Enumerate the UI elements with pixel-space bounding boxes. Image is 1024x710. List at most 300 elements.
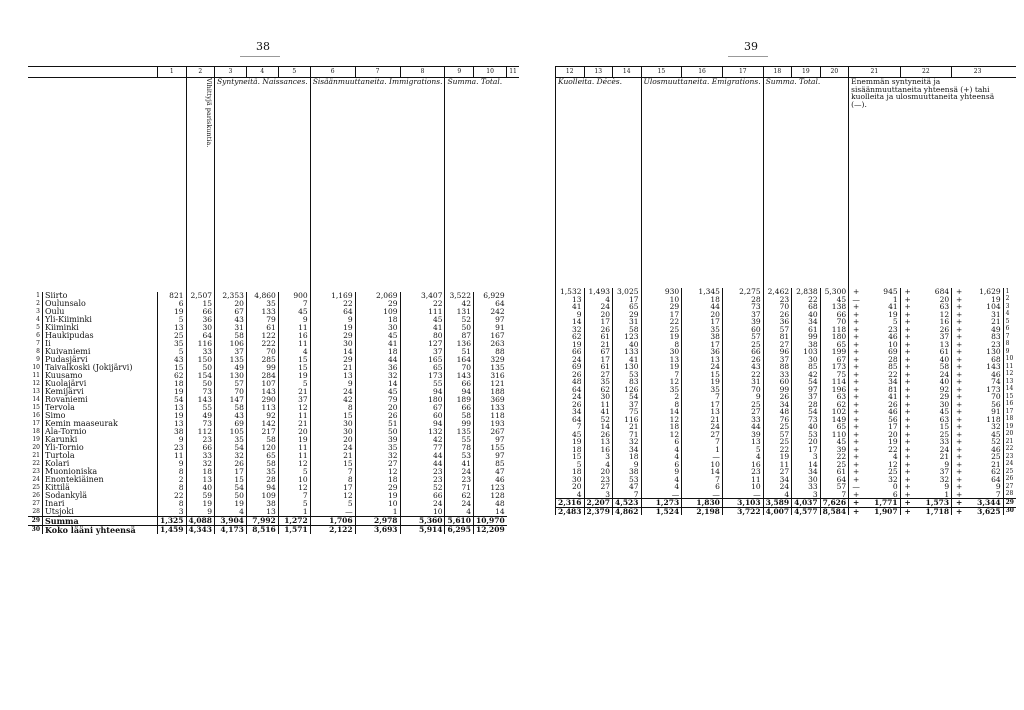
value-cell: 14: [355, 380, 400, 388]
value-cell: 36: [186, 316, 215, 324]
value-cell: 62: [556, 333, 585, 341]
value-cell: 28: [792, 401, 821, 409]
value-cell: 94: [246, 484, 278, 492]
value-cell: 38: [792, 341, 821, 349]
col-number-cell: 7: [355, 67, 400, 78]
row-label: Karunki: [45, 435, 78, 444]
excess-cell: 46: [991, 369, 1001, 379]
row-number: 13: [1003, 378, 1016, 386]
value-cell: 67: [400, 404, 445, 412]
marriages-header: Vihittyjä pariskuntia.: [186, 78, 215, 293]
col-number-cell: 13: [584, 67, 613, 78]
marriages-value: 38: [158, 428, 187, 436]
value-cell: 14: [310, 348, 355, 356]
value-cell: 20: [792, 438, 821, 446]
value-cell: 26: [763, 311, 792, 319]
value-cell: 4,577: [792, 507, 821, 515]
value-cell: 70: [722, 386, 763, 394]
row-number: 20: [28, 444, 43, 452]
value-cell: 19: [310, 324, 355, 332]
value-cell: 87: [445, 332, 474, 340]
excess-cell: 61: [939, 347, 950, 356]
excess-cell: —: [849, 296, 864, 304]
row-number: 30: [1003, 507, 1016, 515]
value-cell: 37: [792, 393, 821, 401]
value-cell: 6,929: [473, 292, 506, 300]
value-cell: 14: [682, 468, 723, 476]
value-cell: 1,524: [641, 507, 682, 515]
excess-cell: 29: [939, 392, 950, 401]
value-cell: 66: [400, 492, 445, 500]
value-cell: 34: [613, 446, 642, 454]
value-cell: 4: [556, 491, 585, 499]
marriages-value: 13: [158, 324, 187, 332]
value-cell: 102: [820, 408, 849, 416]
value-cell: 73: [186, 388, 215, 396]
value-cell: 19: [186, 500, 215, 508]
excess-cell: 32: [939, 474, 950, 484]
value-cell: 7: [278, 492, 310, 500]
excess-cell: +: [952, 341, 967, 349]
value-cell: 2,379: [584, 507, 613, 515]
value-cell: 15: [310, 460, 355, 468]
col-number-cell: 4: [246, 67, 278, 78]
value-cell: 30: [556, 476, 585, 484]
excess-cell: +: [900, 416, 915, 424]
value-cell: 53: [613, 371, 642, 379]
value-cell: 34: [763, 476, 792, 484]
excess-cell: 45: [991, 429, 1001, 439]
value-cell: 47: [613, 483, 642, 491]
value-cell: 10: [355, 500, 400, 508]
marriages-value: 62: [158, 372, 187, 380]
group-header: Ulosmuuttaneita. Emigrations.: [641, 78, 763, 289]
marriages-value: 13: [158, 404, 187, 412]
value-cell: 67: [820, 356, 849, 364]
value-cell: 50: [355, 428, 400, 436]
marriages-value: 1,459: [158, 526, 187, 535]
excess-cell: +: [849, 303, 864, 311]
value-cell: 34: [556, 408, 585, 416]
row-number: 10: [1003, 356, 1016, 364]
value-cell: 43: [722, 363, 763, 371]
value-cell: 135: [215, 356, 247, 364]
value-cell: 10: [641, 296, 682, 304]
value-cell: 13: [682, 408, 723, 416]
value-cell: 20: [682, 311, 723, 319]
value-cell: 112: [186, 428, 215, 436]
value-cell: 50: [215, 492, 247, 500]
marriages-value: 2: [158, 476, 187, 484]
value-cell: 27: [722, 408, 763, 416]
value-cell: 35: [215, 436, 247, 444]
value-cell: 3,904: [215, 517, 247, 526]
value-cell: 143: [246, 388, 278, 396]
value-cell: 1,345: [682, 288, 723, 296]
value-cell: 25: [763, 423, 792, 431]
value-cell: 34: [792, 468, 821, 476]
value-cell: 32: [556, 326, 585, 334]
value-cell: 27: [584, 483, 613, 491]
right-page-table: [555, 66, 1016, 515]
value-cell: 267: [473, 428, 506, 436]
value-cell: 5,610: [445, 517, 474, 526]
value-cell: 5,300: [820, 288, 849, 296]
value-cell: 20: [355, 404, 400, 412]
value-cell: 8: [641, 341, 682, 349]
value-cell: 11: [278, 444, 310, 452]
excess-cell: 143: [986, 362, 1001, 371]
value-cell: 1,272: [278, 517, 310, 526]
marriages-value: 23: [158, 444, 187, 452]
value-cell: 9: [613, 461, 642, 469]
row-number: 21: [28, 452, 43, 460]
value-cell: 19: [278, 436, 310, 444]
row-number: 12: [1003, 371, 1016, 379]
row-number: 6: [1003, 326, 1016, 334]
value-cell: 3,025: [613, 288, 642, 296]
row-number: 7: [1003, 333, 1016, 341]
value-cell: 12: [278, 460, 310, 468]
value-cell: 4: [763, 491, 792, 499]
excess-cell: 21: [991, 459, 1001, 469]
value-cell: 44: [722, 423, 763, 431]
value-cell: 62: [820, 401, 849, 409]
excess-cell: +: [900, 476, 915, 484]
value-cell: 1: [278, 508, 310, 517]
excess-cell: 21: [991, 317, 1001, 326]
value-cell: 99: [763, 386, 792, 394]
row-number: 14: [1003, 386, 1016, 394]
value-cell: 45: [278, 308, 310, 316]
value-cell: 30: [310, 428, 355, 436]
value-cell: 45: [820, 438, 849, 446]
value-cell: 11: [763, 461, 792, 469]
row-number: 18: [1003, 416, 1016, 424]
row-label: Kittilä: [45, 483, 70, 492]
value-cell: 19: [278, 372, 310, 380]
value-cell: 97: [792, 386, 821, 394]
value-cell: 26: [215, 460, 247, 468]
row-label: Enontekiäinen: [45, 475, 104, 484]
value-cell: 94: [445, 388, 474, 396]
row-label: Turtola: [45, 451, 75, 460]
value-cell: 41: [556, 303, 585, 311]
value-cell: 27: [355, 460, 400, 468]
row-label: Kuivaniemi: [45, 347, 91, 356]
value-cell: 111: [400, 308, 445, 316]
value-cell: 123: [473, 484, 506, 492]
value-cell: 149: [820, 416, 849, 424]
excess-cell: +: [900, 401, 915, 409]
excess-cell: 684: [934, 287, 950, 296]
value-cell: 196: [820, 386, 849, 394]
value-cell: 7,626: [820, 499, 849, 508]
value-cell: 11: [278, 452, 310, 460]
value-cell: 33: [763, 371, 792, 379]
value-cell: 35: [246, 468, 278, 476]
value-cell: 88: [763, 363, 792, 371]
value-cell: 32: [215, 452, 247, 460]
value-cell: 53: [792, 431, 821, 439]
value-cell: 7: [682, 438, 723, 446]
marriages-value: 11: [158, 452, 187, 460]
value-cell: 24: [556, 356, 585, 364]
value-cell: 1,532: [556, 288, 585, 296]
excess-cell: 91: [991, 407, 1001, 416]
excess-cell: 6: [892, 489, 898, 499]
group-header: Sisäänmuuttaneita. Immigrations.: [310, 78, 445, 293]
excess-cell: 118: [986, 414, 1001, 424]
value-cell: 65: [246, 452, 278, 460]
excess-cell: 173: [986, 384, 1001, 394]
value-cell: 26: [355, 412, 400, 420]
row-number: 10: [28, 364, 43, 372]
value-cell: 16: [584, 446, 613, 454]
value-cell: 18: [556, 446, 585, 454]
row-number: 3: [28, 308, 43, 316]
value-cell: 41: [355, 340, 400, 348]
value-cell: 29: [355, 300, 400, 308]
value-cell: 14: [473, 508, 506, 517]
value-cell: 27: [584, 371, 613, 379]
excess-cell: +: [952, 507, 967, 515]
value-cell: 19: [641, 333, 682, 341]
value-cell: 64: [473, 300, 506, 308]
value-cell: 30: [584, 393, 613, 401]
marriages-value: 15: [158, 364, 187, 372]
value-cell: 18: [613, 453, 642, 461]
value-cell: 3,522: [445, 292, 474, 300]
value-cell: 88: [473, 348, 506, 356]
excess-cell: +: [900, 296, 915, 304]
value-cell: 39: [722, 431, 763, 439]
value-cell: 70: [445, 364, 474, 372]
value-cell: 25: [763, 438, 792, 446]
row-number: 13: [28, 388, 43, 396]
value-cell: 10: [722, 483, 763, 491]
excess-cell: +: [952, 468, 967, 476]
value-cell: 2,275: [722, 288, 763, 296]
value-cell: 30: [641, 348, 682, 356]
value-cell: 147: [215, 396, 247, 404]
value-cell: 20: [215, 300, 247, 308]
excess-cell: +: [952, 446, 967, 454]
value-cell: 7: [820, 491, 849, 499]
value-cell: 57: [722, 333, 763, 341]
row-number: 16: [1003, 401, 1016, 409]
marriages-value: 19: [158, 308, 187, 316]
excess-cell: +: [849, 318, 864, 326]
value-cell: 23: [445, 476, 474, 484]
value-cell: 4: [584, 296, 613, 304]
excess-cell: 56: [888, 414, 898, 424]
col-number-cell: 15: [641, 67, 682, 78]
value-cell: 127: [400, 340, 445, 348]
excess-cell: 19: [991, 294, 1001, 304]
value-cell: 18: [355, 476, 400, 484]
value-cell: 41: [445, 460, 474, 468]
excess-cell: +: [849, 393, 864, 401]
value-cell: 37: [278, 396, 310, 404]
excess-cell: 63: [939, 414, 950, 424]
value-cell: 70: [763, 303, 792, 311]
row-number: 2: [1003, 296, 1016, 304]
rule-left: [240, 56, 280, 57]
value-cell: 38: [682, 333, 723, 341]
value-cell: 16: [278, 332, 310, 340]
row-number: 30: [28, 526, 43, 535]
value-cell: 79: [246, 316, 278, 324]
excess-cell: +: [900, 356, 915, 364]
excess-cell: +: [849, 386, 864, 394]
row-number: 4: [1003, 311, 1016, 319]
excess-cell: 56: [991, 399, 1001, 409]
value-cell: 28: [722, 296, 763, 304]
excess-header: Enemmän syntyneitä ja sisäänmuuttaneita yhteensä (+) tahi kuolleita ja ulosmuuttaneita yhteensä (—).: [849, 78, 1004, 289]
value-cell: 85: [473, 460, 506, 468]
value-cell: 69: [556, 363, 585, 371]
value-cell: 54: [215, 484, 247, 492]
value-cell: 285: [246, 356, 278, 364]
value-cell: 24: [400, 500, 445, 508]
value-cell: 19: [763, 453, 792, 461]
value-cell: 94: [400, 420, 445, 428]
excess-cell: +: [849, 453, 864, 461]
value-cell: 7: [641, 371, 682, 379]
value-cell: 7: [310, 468, 355, 476]
value-cell: —: [682, 491, 723, 499]
value-cell: 66: [722, 348, 763, 356]
value-cell: 50: [445, 324, 474, 332]
value-cell: 58: [613, 326, 642, 334]
excess-cell: 13: [939, 339, 950, 349]
value-cell: 70: [215, 388, 247, 396]
excess-cell: 9: [995, 482, 1001, 491]
value-cell: 54: [792, 408, 821, 416]
value-cell: 25: [641, 326, 682, 334]
value-cell: 32: [613, 438, 642, 446]
value-cell: 61: [820, 468, 849, 476]
value-cell: 10: [400, 508, 445, 517]
excess-cell: +: [952, 461, 967, 469]
value-cell: 173: [820, 363, 849, 371]
value-cell: 22: [763, 446, 792, 454]
value-cell: 42: [400, 436, 445, 444]
excess-cell: 1,718: [915, 507, 952, 515]
excess-cell: 37: [939, 467, 950, 476]
excess-cell: +: [952, 363, 967, 371]
excess-cell: 45: [939, 407, 950, 416]
excess-cell: 25: [888, 467, 898, 476]
value-cell: 10: [278, 476, 310, 484]
value-cell: 30: [792, 476, 821, 484]
value-cell: 14: [584, 423, 613, 431]
value-cell: 67: [584, 348, 613, 356]
value-cell: 6: [641, 438, 682, 446]
value-cell: 22: [641, 318, 682, 326]
value-cell: 7: [613, 491, 642, 499]
group-header: Summa. Total.: [763, 78, 849, 289]
excess-cell: 22: [888, 444, 898, 454]
marriages-value: 5: [158, 316, 187, 324]
row-label: Kuolajärvi: [45, 379, 87, 388]
value-cell: 24: [310, 388, 355, 396]
value-cell: 36: [763, 318, 792, 326]
marriages-value: 13: [158, 420, 187, 428]
row-label: Utsjoki: [45, 507, 74, 516]
value-cell: 2,507: [186, 292, 215, 300]
value-cell: 15: [186, 300, 215, 308]
value-cell: 35: [246, 300, 278, 308]
value-cell: 24: [682, 423, 723, 431]
col-number-cell: 8: [400, 67, 445, 78]
value-cell: 29: [613, 311, 642, 319]
value-cell: 116: [186, 340, 215, 348]
value-cell: 8: [641, 401, 682, 409]
value-cell: 50: [186, 380, 215, 388]
value-cell: 37: [215, 348, 247, 356]
value-cell: 3,407: [400, 292, 445, 300]
value-cell: 44: [400, 452, 445, 460]
value-cell: 126: [613, 386, 642, 394]
excess-cell: +: [952, 483, 967, 491]
value-cell: 40: [613, 341, 642, 349]
col-number-cell: 20: [820, 67, 849, 78]
excess-cell: 15: [939, 422, 950, 431]
value-cell: 66: [556, 348, 585, 356]
value-cell: 91: [473, 324, 506, 332]
excess-cell: —: [849, 483, 864, 491]
value-cell: 73: [186, 420, 215, 428]
value-cell: 369: [473, 396, 506, 404]
excess-cell: 26: [939, 324, 950, 334]
marriages-value: 25: [158, 332, 187, 340]
value-cell: 26: [584, 431, 613, 439]
row-label: Kiiminki: [45, 323, 79, 332]
value-cell: 3,103: [722, 499, 763, 508]
value-cell: 17: [792, 446, 821, 454]
excess-cell: +: [952, 401, 967, 409]
value-cell: 92: [246, 412, 278, 420]
value-cell: 19: [641, 363, 682, 371]
col-number-cell: [1003, 67, 1016, 78]
row-number: 16: [28, 412, 43, 420]
row-number: 18: [28, 428, 43, 436]
value-cell: 122: [246, 332, 278, 340]
value-cell: 60: [722, 326, 763, 334]
value-cell: 66: [445, 404, 474, 412]
value-cell: 64: [556, 386, 585, 394]
excess-cell: +: [900, 371, 915, 379]
value-cell: 26: [763, 393, 792, 401]
value-cell: 36: [355, 364, 400, 372]
excess-cell: +: [849, 333, 864, 341]
value-cell: 9: [186, 508, 215, 517]
excess-cell: +: [849, 416, 864, 424]
marriages-value: 9: [158, 460, 187, 468]
value-cell: 35: [641, 386, 682, 394]
excess-cell: 24: [939, 444, 950, 454]
excess-cell: 104: [986, 302, 1001, 311]
excess-cell: +: [849, 423, 864, 431]
value-cell: 5: [556, 461, 585, 469]
value-cell: 4: [641, 483, 682, 491]
value-cell: 19: [556, 341, 585, 349]
row-number: 2: [28, 300, 43, 308]
marriages-value: 9: [158, 436, 187, 444]
excess-cell: +: [849, 311, 864, 319]
